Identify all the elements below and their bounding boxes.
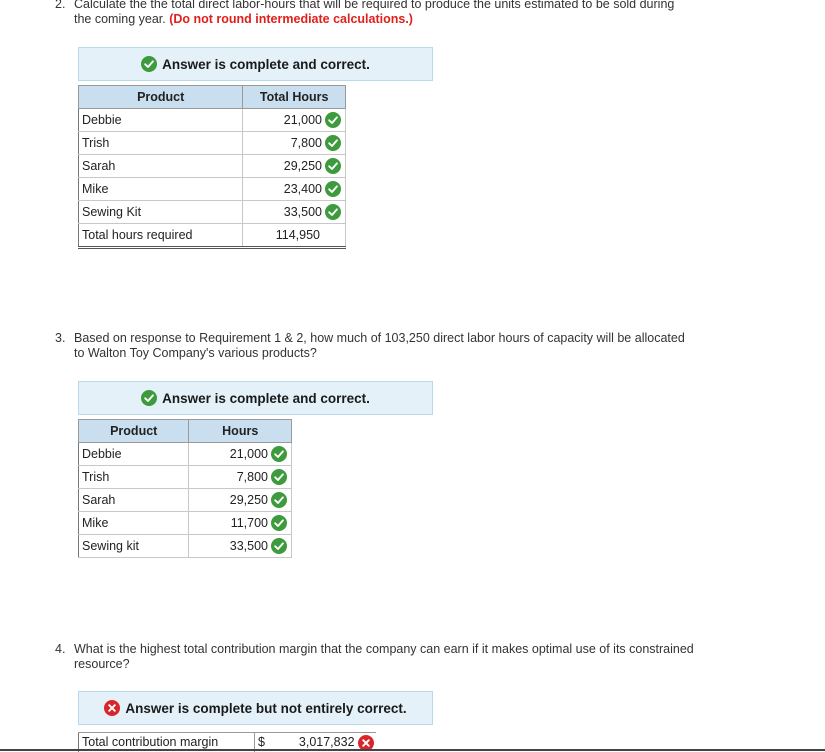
table-row — [79, 201, 346, 224]
hours-value: 29,250 — [283, 159, 322, 173]
hours-value: 23,400 — [283, 182, 322, 196]
answer-status-banner — [78, 691, 433, 725]
hours-value: 11,700 — [230, 516, 268, 530]
product-name: Trish — [79, 466, 189, 489]
question-number: 3. — [55, 331, 66, 345]
contribution-margin-amount: 3,017,832 — [298, 735, 355, 749]
hours-cell[interactable] — [243, 178, 346, 201]
product-name: Mike — [79, 178, 243, 201]
check-circle-icon — [271, 446, 287, 462]
banner-text: Answer is complete but not entirely correct. — [125, 700, 407, 716]
product-name: Sarah — [79, 155, 243, 178]
question-prompt: What is the highest total contribution margin that the company can earn if it makes optimal use of its constrained resource? — [74, 642, 694, 671]
total-label: Total hours required — [79, 224, 243, 248]
question-text — [74, 0, 695, 27]
hours-value: 33,500 — [283, 205, 322, 219]
banner-text: Answer is complete and correct. — [162, 56, 370, 72]
hours-cell[interactable] — [189, 512, 292, 535]
question-number: 2. — [55, 0, 66, 11]
check-circle-icon — [271, 469, 287, 485]
table-row — [79, 132, 346, 155]
hours-cell[interactable] — [243, 155, 346, 178]
check-circle-icon — [271, 515, 287, 531]
table-row — [79, 109, 346, 132]
question-prompt: Calculate the the total direct labor-hours that will be required to produce the units estimated to be sold during the coming year. — [74, 0, 675, 26]
column-header-hours: Hours — [189, 420, 292, 443]
table-row — [79, 178, 346, 201]
product-name: Debbie — [79, 443, 189, 466]
hours-cell[interactable] — [189, 443, 292, 466]
currency-symbol: $ — [254, 733, 280, 752]
product-name: Mike — [79, 512, 189, 535]
question-3 — [55, 331, 695, 361]
hours-value: 7,800 — [236, 470, 268, 484]
hours-cell[interactable] — [189, 489, 292, 512]
question-2 — [55, 0, 695, 27]
rounding-note: (Do not round intermediate calculations.) — [169, 12, 413, 26]
hours-value: 33,500 — [229, 539, 268, 553]
hours-cell[interactable] — [243, 109, 346, 132]
error-x-icon — [104, 700, 120, 716]
hours-cell[interactable] — [189, 535, 292, 558]
contribution-margin-label: Total contribution margin — [78, 733, 254, 752]
check-circle-icon — [325, 181, 341, 197]
question-number: 4. — [55, 642, 66, 656]
column-header-product: Product — [79, 420, 189, 443]
column-header-product: Product — [79, 86, 243, 109]
hours-value: 7,800 — [290, 136, 322, 150]
hours-value: 29,250 — [229, 493, 268, 507]
product-name: Sewing kit — [79, 535, 189, 558]
check-circle-icon — [271, 538, 287, 554]
product-name: Sarah — [79, 489, 189, 512]
check-circle-icon — [271, 492, 287, 508]
total-hours-value: 114,950 — [243, 224, 346, 248]
column-header-total-hours: Total Hours — [243, 86, 346, 109]
hours-value: 21,000 — [283, 113, 322, 127]
hours-cell[interactable] — [243, 201, 346, 224]
hours-value: 21,000 — [229, 447, 268, 461]
check-circle-icon — [325, 158, 341, 174]
table-row — [79, 155, 346, 178]
hours-cell[interactable] — [243, 132, 346, 155]
total-row — [79, 224, 346, 248]
check-circle-icon — [141, 390, 157, 406]
question-prompt: Based on response to Requirement 1 & 2, how much of 103,250 direct labor hours of capacity will be allocated to Walton Toy Company's various products? — [74, 331, 685, 360]
table-row — [79, 489, 292, 512]
table-row — [79, 535, 292, 558]
banner-text: Answer is complete and correct. — [162, 390, 370, 406]
table-row — [79, 466, 292, 489]
answer-status-banner — [78, 47, 433, 81]
check-circle-icon — [325, 204, 341, 220]
check-circle-icon — [141, 56, 157, 72]
answer-status-banner — [78, 381, 433, 415]
check-circle-icon — [325, 135, 341, 151]
table-row — [79, 443, 292, 466]
total-hours-table — [78, 85, 346, 249]
product-name: Trish — [79, 132, 243, 155]
product-name: Debbie — [79, 109, 243, 132]
question-4 — [55, 642, 695, 672]
allocated-hours-table — [78, 419, 292, 558]
product-name: Sewing Kit — [79, 201, 243, 224]
check-circle-icon — [325, 112, 341, 128]
table-row — [79, 512, 292, 535]
hours-cell[interactable] — [189, 466, 292, 489]
